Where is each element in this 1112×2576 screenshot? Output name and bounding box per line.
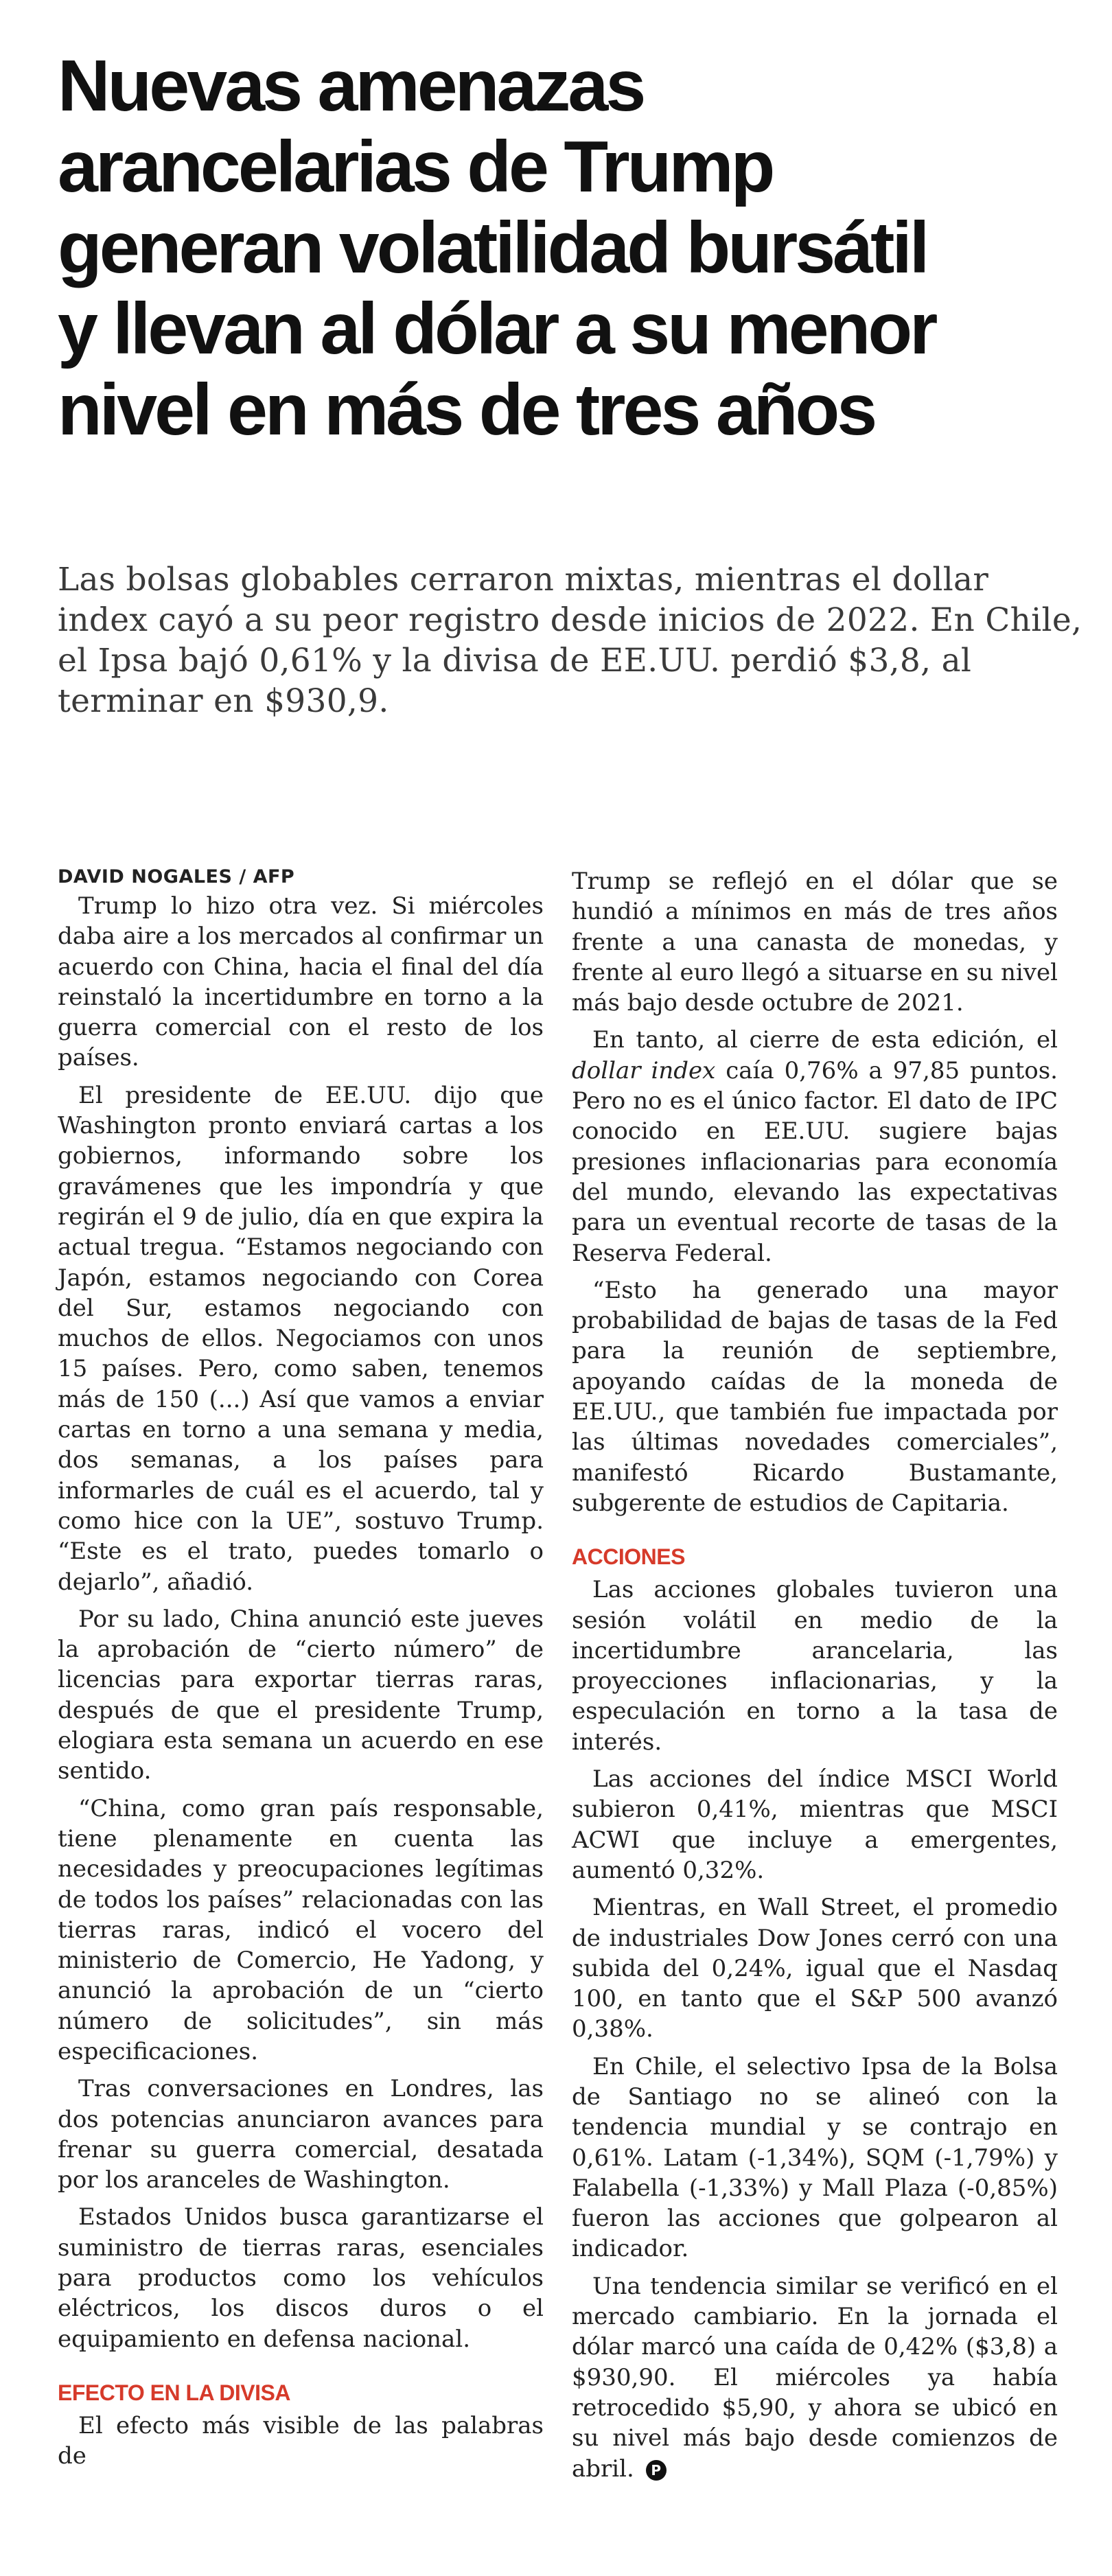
section-heading-efecto-divisa: EFECTO EN LA DIVISA [58,2380,290,2405]
italic-term: dollar index [572,1056,716,1084]
paragraph: “Esto ha generado una mayor probabilidad de bajas de tasas de la Fed para la reunión de septiembre, apoyando caídas de la moneda de EE.UU., que también fue impactada por las últimas novedades comerciales”, manifestó Ricardo Bustamante, subgerente de estudios de Capitaria. [572,1276,1058,1517]
paragraph: Trump lo hizo otra vez. Si miércoles daba aire a los mercados al confirmar un acuerdo con China, hacia el final del día reinstaló la incertidumbre en torno a la guerra comercial con el resto de los países. [58,892,544,1072]
article-column-right [572,866,1058,2491]
headline-line: Nuevas amenazas [58,45,644,126]
dek-summary: Las bolsas globables cerraron mixtas, mientras el dollar index cayó a su peor registro desde inicios de 2022. En Chile, el Ipsa bajó 0,61% y la divisa de EE.UU. perdió $3,8, al terminar en $930,9. [58,561,1082,720]
paragraph [572,1025,1058,1268]
text-run: caía 0,76% a 97,85 puntos. Pero no es el único factor. El dato de IPC conocido en EE.UU. sugiere bajas presiones inflacionarias para economía del mundo, elevando las expectativas para un eventual recorte de tasas de la Reserva Federal. [572,1056,1058,1267]
paragraph: “China, como gran país responsable, tiene plenamente en cuenta las necesidades y preocupaciones legítimas de todos los países” relacionadas con las tierras raras, indicó el vocero del ministerio de Comercio, He Yadong, y anunció la aprobación de un “cierto número de solicitudes”, sin más especificaciones. [58,1794,544,2065]
byline: DAVID NOGALES / AFP [58,866,295,887]
headline-line: generan volatilidad bursátil [58,207,927,288]
article-column-left [58,863,544,2479]
headline-line: arancelarias de Trump [58,126,773,207]
paragraph: El efecto más visible de las palabras de [58,2411,544,2470]
paragraph: Por su lado, China anunció este jueves la aprobación de “cierto número” de licencias para exportar tierras raras, después de que el presidente Trump, elogiara esta semana un acuerdo en ese sentido. [58,1605,544,1785]
headline [58,45,1101,450]
paragraph: El presidente de EE.UU. dijo que Washington pronto enviará cartas a los gobiernos, informando sobre los gravámenes que les impondría y que regirán el 9 de julio, día en que expira la actual tregua. “Estamos negociando con Japón, estamos negociando con Corea del Sur, estamos negociando con muchos de ellos. Negociamos con unos 15 países. Pero, como saben, tenemos más de 150 (...) Así que vamos a enviar cartas en torno a una semana y media, dos semanas, a los países para informarles de cuál es el acuerdo, tal y como hice con la UE”, sostuvo Trump. “Este es el trato, puedes tomarlo o dejarlo”, añadió. [58,1081,544,1596]
paragraph: En Chile, el selectivo Ipsa de la Bolsa de Santiago no se alineó con la tendencia mundial y se contrajo en 0,61%. Latam (-1,34%), SQM (-1,79%) y Falabella (-1,33%) y Mall Plaza (-0,85%) fueron las acciones que golpearon al indicador. [572,2052,1058,2263]
end-of-article-icon: P [646,2460,667,2481]
paragraph: Tras conversaciones en Londres, las dos potencias anunciaron avances para frenar su guerra comercial, desatada por los aranceles de Washington. [58,2075,544,2194]
headline-line: nivel en más de tres años [58,369,875,450]
paragraph-last [572,2271,1058,2484]
paragraph: Trump se reflejó en el dólar que se hundió a mínimos en más de tres años frente a una canasta de monedas, y frente al euro llegó a situarse en su nivel más bajo desde octubre de 2021. [572,868,1058,1017]
text-run: Una tendencia similar se verificó en el mercado cambiario. En la jornada el dólar marcó una caída de 0,42% ($3,8) a $930,90. El miércoles ya había retrocedido $5,90, y ahora se ubicó en su nivel más bajo desde comienzos de abril. [572,2272,1058,2483]
text-run: En tanto, al cierre de esta edición, el [592,1026,1058,1054]
paragraph: Las acciones del índice MSCI World subieron 0,41%, mientras que MSCI ACWI que incluye a emergentes, aumentó 0,32%. [572,1765,1058,1884]
paragraph: Las acciones globales tuvieron una sesión volátil en medio de la incertidumbre arancelaria, las proyecciones inflacionarias, y la especulación en torno a la tasa de interés. [572,1576,1058,1756]
section-heading-acciones: ACCIONES [572,1544,685,1570]
headline-line: y llevan al dólar a su menor [58,288,936,369]
paragraph: Estados Unidos busca garantizarse el suministro de tierras raras, esenciales para productos como los vehículos eléctricos, los discos duros o el equipamiento en defensa nacional. [58,2203,544,2353]
paragraph: Mientras, en Wall Street, el promedio de industriales Dow Jones cerró con una subida del 0,24%, igual que el Nasdaq 100, en tanto que el S&P 500 avanzó 0,38%. [572,1894,1058,2043]
